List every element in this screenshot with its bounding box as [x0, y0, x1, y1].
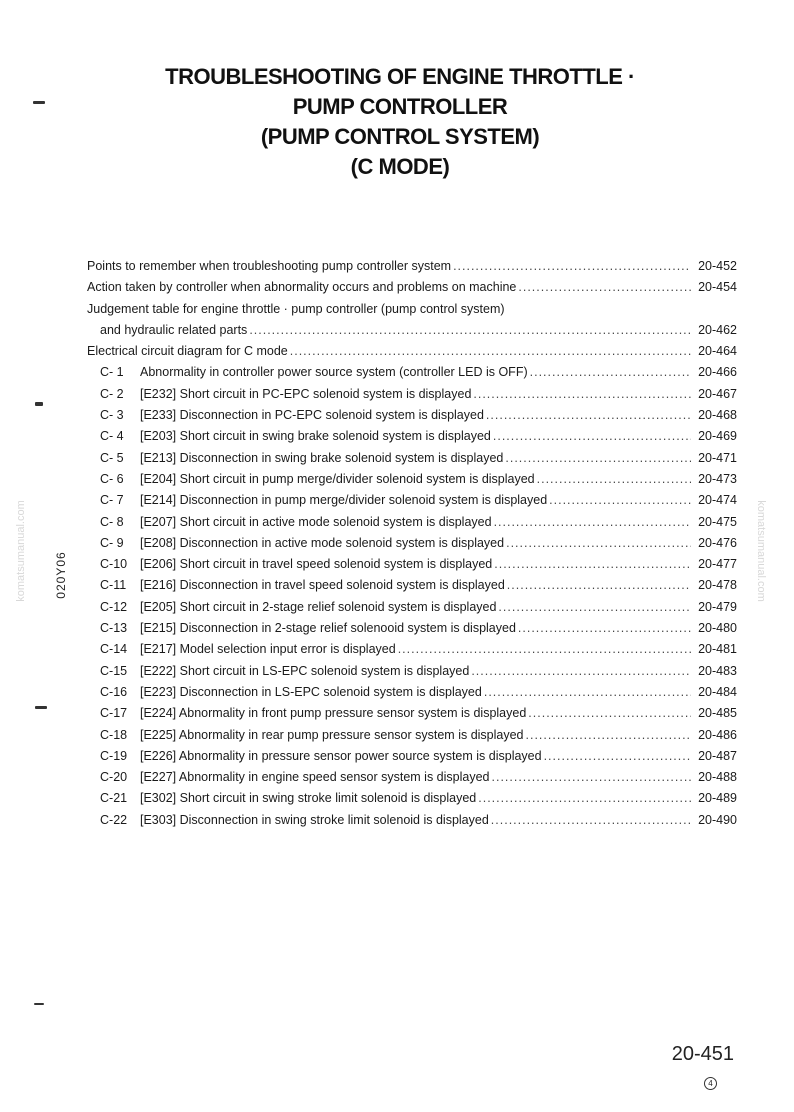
- toc-text: Abnormality in controller power source system (controller LED is OFF): [140, 365, 528, 380]
- toc-text: [E206] Short circuit in travel speed solenoid system is displayed: [140, 557, 493, 572]
- toc-row[interactable]: [87, 554, 737, 575]
- watermark-left: komatsumanual.com: [14, 500, 27, 602]
- toc-leader: [506, 533, 691, 554]
- toc-leader: [528, 703, 691, 724]
- toc-leader: [453, 256, 691, 277]
- toc-page: 20-475: [698, 514, 737, 529]
- toc-text: [E232] Short circuit in PC-EPC solenoid system is displayed: [140, 386, 472, 401]
- toc-text: [E208] Disconnection in active mode solenoid system is displayed: [140, 535, 505, 550]
- toc-leader: [505, 448, 691, 469]
- toc-leader: [494, 554, 691, 575]
- toc-text: [E204] Short circuit in pump merge/divider solenoid system is displayed: [140, 471, 535, 486]
- toc-code: C-11: [100, 578, 127, 593]
- toc-row[interactable]: [87, 597, 737, 618]
- toc-page: 20-485: [698, 706, 737, 721]
- toc-page: 20-488: [698, 770, 737, 785]
- toc-leader: [494, 512, 691, 533]
- toc-code: C- 1: [100, 365, 124, 380]
- toc-row[interactable]: [87, 788, 737, 809]
- toc-text: [E233] Disconnection in PC-EPC solenoid system is displayed: [140, 408, 484, 423]
- toc-code: C- 7: [100, 493, 124, 508]
- toc-code: C-16: [100, 684, 128, 699]
- toc-code: C- 5: [100, 450, 124, 465]
- toc-page: 20-477: [698, 557, 737, 572]
- toc-leader: [498, 597, 691, 618]
- toc-row[interactable]: [87, 703, 737, 724]
- toc-text: [E214] Disconnection in pump merge/divider solenoid system is displayed: [140, 493, 548, 508]
- toc-leader: [507, 575, 691, 596]
- toc-row[interactable]: [87, 320, 737, 341]
- toc-page: 20-454: [698, 280, 737, 295]
- toc-code: C-15: [100, 663, 128, 678]
- toc-row[interactable]: [87, 405, 737, 426]
- toc-code: C- 2: [100, 386, 124, 401]
- toc-code: C-21: [100, 791, 128, 806]
- toc-row[interactable]: [87, 661, 737, 682]
- side-code: 020Y06: [54, 551, 68, 599]
- toc-row[interactable]: [87, 639, 737, 660]
- toc-leader: [526, 725, 691, 746]
- table-of-contents: [87, 256, 737, 831]
- toc-text: Action taken by controller when abnormality occurs and problems on machine: [87, 277, 518, 298]
- toc-page: 20-478: [698, 578, 737, 593]
- toc-text: [E203] Short circuit in swing brake solenoid system is displayed: [140, 429, 491, 444]
- toc-code: C-13: [100, 621, 128, 636]
- toc-row[interactable]: [87, 426, 737, 447]
- revision-mark: 4: [704, 1077, 717, 1090]
- toc-row[interactable]: [87, 299, 737, 320]
- toc-text: [E303] Disconnection in swing stroke limit solenoid is displayed: [140, 812, 489, 827]
- toc-code: C- 4: [100, 429, 124, 444]
- toc-leader: [486, 405, 691, 426]
- toc-code: C-14: [100, 642, 128, 657]
- toc-page: 20-462: [698, 322, 737, 337]
- watermark-right: komatsumanual.com: [754, 500, 767, 602]
- toc-leader: [478, 788, 691, 809]
- toc-row[interactable]: [87, 362, 737, 383]
- toc-text: [E223] Disconnection in LS-EPC solenoid system is displayed: [140, 684, 482, 699]
- toc-page: 20-468: [698, 408, 737, 423]
- toc-page: 20-469: [698, 429, 737, 444]
- toc-row[interactable]: [87, 277, 737, 298]
- toc-leader: [484, 682, 691, 703]
- toc-row[interactable]: [87, 682, 737, 703]
- toc-text: [E302] Short circuit in swing stroke limit solenoid is displayed: [140, 791, 477, 806]
- toc-page: 20-486: [698, 727, 737, 742]
- toc-text: [E205] Short circuit in 2-stage relief solenoid system is displayed: [140, 599, 497, 614]
- title-line: TROUBLESHOOTING OF ENGINE THROTTLE ·: [165, 64, 635, 89]
- toc-row[interactable]: [87, 512, 737, 533]
- toc-leader: [249, 320, 691, 341]
- toc-code: C-10: [100, 557, 128, 572]
- toc-page: 20-464: [698, 344, 737, 359]
- toc-page: 20-481: [698, 642, 737, 657]
- toc-leader: [398, 639, 691, 660]
- toc-page: 20-452: [698, 259, 737, 273]
- toc-leader: [530, 362, 691, 383]
- toc-row[interactable]: [87, 490, 737, 511]
- toc-code: C- 8: [100, 514, 124, 529]
- page-title: [100, 62, 700, 182]
- toc-row[interactable]: [87, 533, 737, 554]
- toc-row[interactable]: [87, 725, 737, 746]
- binding-mark: [33, 101, 45, 104]
- toc-code: C- 6: [100, 471, 124, 486]
- toc-leader: [492, 767, 692, 788]
- toc-row[interactable]: [87, 810, 737, 831]
- toc-leader: [544, 746, 691, 767]
- toc-leader: [491, 810, 691, 831]
- toc-page: 20-484: [698, 684, 737, 699]
- toc-text: Electrical circuit diagram for C mode: [87, 341, 290, 362]
- toc-code: C-17: [100, 706, 128, 721]
- toc-code: C- 3: [100, 408, 124, 423]
- toc-page: 20-490: [698, 812, 737, 827]
- toc-text: Judgement table for engine throttle · pump controller (pump control system): [87, 299, 507, 320]
- binding-mark: [34, 1003, 44, 1005]
- toc-code: C- 9: [100, 535, 124, 550]
- toc-text: [E215] Disconnection in 2-stage relief solenooid system is displayed: [140, 621, 516, 636]
- toc-row[interactable]: [87, 341, 737, 362]
- toc-page: 20-487: [698, 748, 737, 763]
- toc-text: [E224] Abnormality in front pump pressure sensor system is displayed: [140, 706, 527, 721]
- toc-code: C-12: [100, 599, 128, 614]
- toc-text: [E213] Disconnection in swing brake solenoid system is displayed: [140, 450, 504, 465]
- title-line: (C MODE): [350, 154, 450, 179]
- toc-code: C-22: [100, 812, 128, 827]
- toc-text: and hydraulic related parts: [100, 320, 249, 341]
- binding-mark: [35, 706, 47, 709]
- toc-leader: [473, 384, 691, 405]
- toc-page: 20-473: [698, 471, 737, 486]
- toc-page: 20-489: [698, 791, 737, 806]
- toc-code: C-18: [100, 727, 128, 742]
- title-line: PUMP CONTROLLER: [292, 94, 508, 119]
- toc-page: 20-467: [698, 386, 737, 401]
- toc-text: [E216] Disconnection in travel speed solenoid system is displayed: [140, 578, 505, 593]
- title-line: (PUMP CONTROL SYSTEM): [260, 124, 540, 149]
- toc-page: 20-474: [698, 493, 737, 508]
- toc-text: [E222] Short circuit in LS-EPC solenoid system is displayed: [140, 663, 470, 678]
- toc-text: [E227] Abnormality in engine speed sensor system is displayed: [140, 770, 490, 785]
- toc-row[interactable]: [87, 767, 737, 788]
- toc-row[interactable]: [87, 384, 737, 405]
- toc-text: [E217] Model selection input error is displayed: [140, 642, 396, 657]
- toc-row[interactable]: [87, 469, 737, 490]
- toc-page: 20-480: [698, 621, 737, 636]
- toc-page: 20-479: [698, 599, 737, 614]
- toc-text: [E226] Abnormality in pressure sensor power source system is displayed: [140, 748, 542, 763]
- toc-page: 20-476: [698, 535, 737, 550]
- toc-text: [E207] Short circuit in active mode solenoid system is displayed: [140, 514, 492, 529]
- toc-leader: [549, 490, 691, 511]
- binding-mark: [35, 402, 43, 406]
- toc-leader: [493, 426, 691, 447]
- toc-leader: [537, 469, 691, 490]
- toc-leader: [518, 277, 691, 298]
- toc-leader: [471, 661, 691, 682]
- toc-page: 20-471: [698, 450, 737, 465]
- toc-row[interactable]: [87, 575, 737, 596]
- toc-leader: [290, 341, 691, 362]
- toc-page: 20-466: [698, 365, 737, 380]
- toc-text: Points to remember when troubleshooting pump controller system: [87, 256, 453, 277]
- toc-leader: [518, 618, 691, 639]
- toc-row[interactable]: [87, 448, 737, 469]
- toc-row[interactable]: [87, 746, 737, 767]
- page-number: 20-451: [671, 1043, 734, 1065]
- toc-code: C-19: [100, 748, 128, 763]
- toc-row[interactable]: [87, 618, 737, 639]
- toc-row[interactable]: [87, 256, 737, 277]
- toc-text: [E225] Abnormality in rear pump pressure sensor system is displayed: [140, 727, 524, 742]
- toc-code: C-20: [100, 770, 128, 785]
- toc-page: 20-483: [698, 663, 737, 678]
